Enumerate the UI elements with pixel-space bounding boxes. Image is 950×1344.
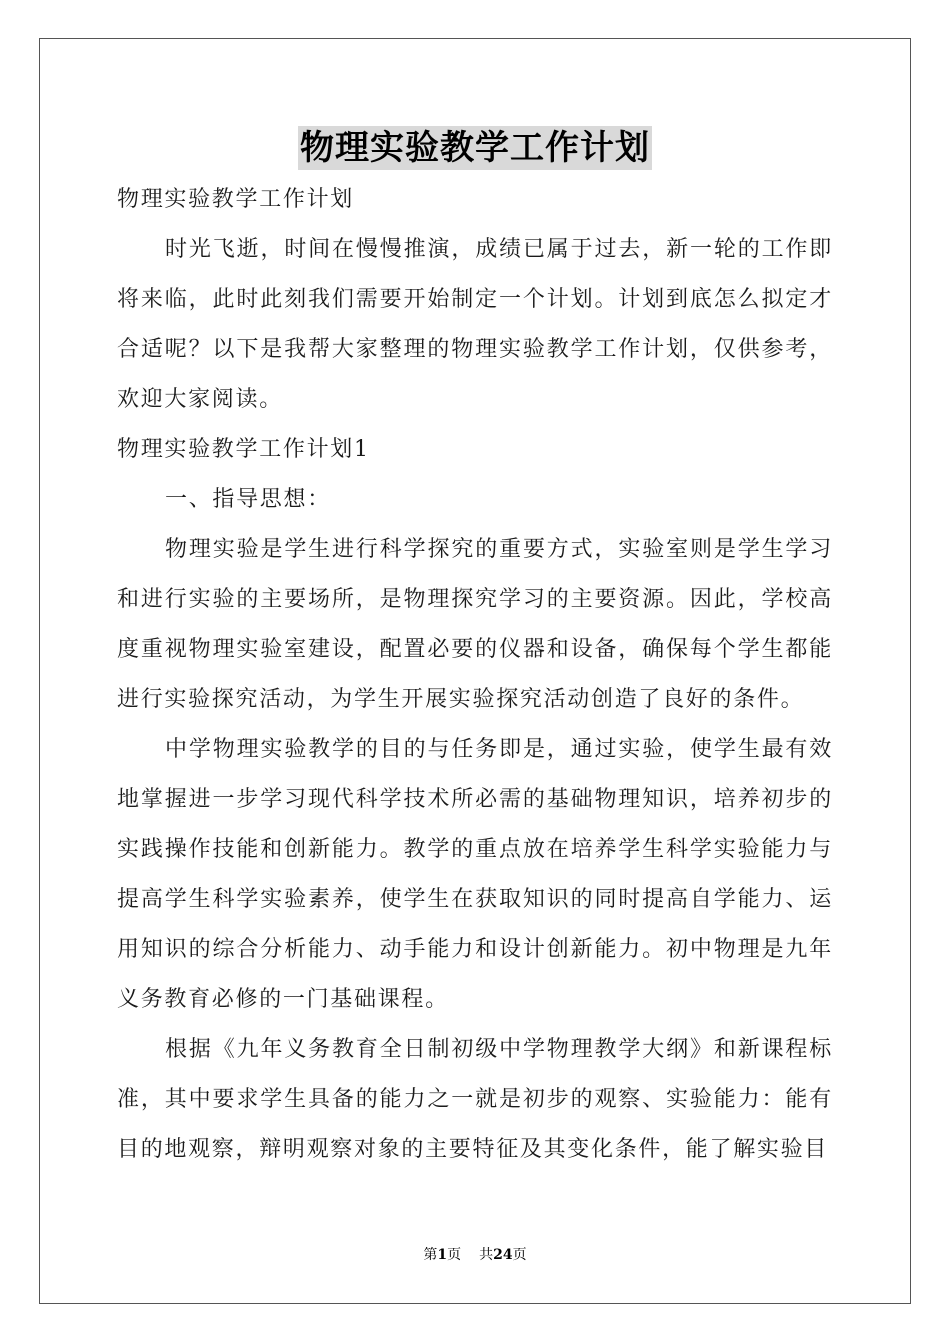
- paragraph: 中学物理实验教学的目的与任务即是，通过实验，使学生最有效地掌握进一步学习现代科学技术所必需的基础物理知识，培养初步的实践操作技能和创新能力。教学的重点放在培养学生科学实验能力与提高学生科学实验素养，使学生在获取知识的同时提高自学能力、运用知识的综合分析能力、动手能力和设计创新能力。初中物理是九年义务教育必修的一门基础课程。: [117, 737, 833, 1012]
- paragraph: 根据《九年义务教育全日制初级中学物理教学大纲》和新课程标准，其中要求学生具备的能力之一就是初步的观察、实验能力：能有目的地观察，辩明观察对象的主要特征及其变化条件，能了解实验目: [117, 1037, 833, 1162]
- paragraph: 物理实验是学生进行科学探究的重要方式，实验室则是学生学习和进行实验的主要场所，是物理探究学习的主要资源。因此，学校高度重视物理实验室建设，配置必要的仪器和设备，确保每个学生都能进行实验探究活动，为学生开展实验探究活动创造了良好的条件。: [117, 537, 833, 712]
- paragraph: 物理实验教学工作计划1: [117, 437, 370, 462]
- title-container: [0, 126, 950, 170]
- paragraph: 一、指导思想：: [165, 487, 331, 512]
- total-pages: 24: [493, 1247, 513, 1263]
- page-footer: [0, 1245, 950, 1265]
- page-number: 1: [437, 1247, 448, 1263]
- paragraph: 物理实验教学工作计划: [117, 187, 355, 212]
- document-body: [117, 175, 833, 1175]
- page-prefix: 第: [423, 1247, 438, 1263]
- total-prefix: 共: [479, 1247, 494, 1263]
- paragraph: 时光飞逝，时间在慢慢推演，成绩已属于过去，新一轮的工作即将来临，此时此刻我们需要开始制定一个计划。计划到底怎么拟定才合适呢？以下是我帮大家整理的物理实验教学工作计划，仅供参考，欢迎大家阅读。: [117, 237, 833, 412]
- document-title: 物理实验教学工作计划: [300, 128, 650, 168]
- total-suffix: 页: [512, 1247, 527, 1263]
- page-suffix: 页: [447, 1247, 462, 1263]
